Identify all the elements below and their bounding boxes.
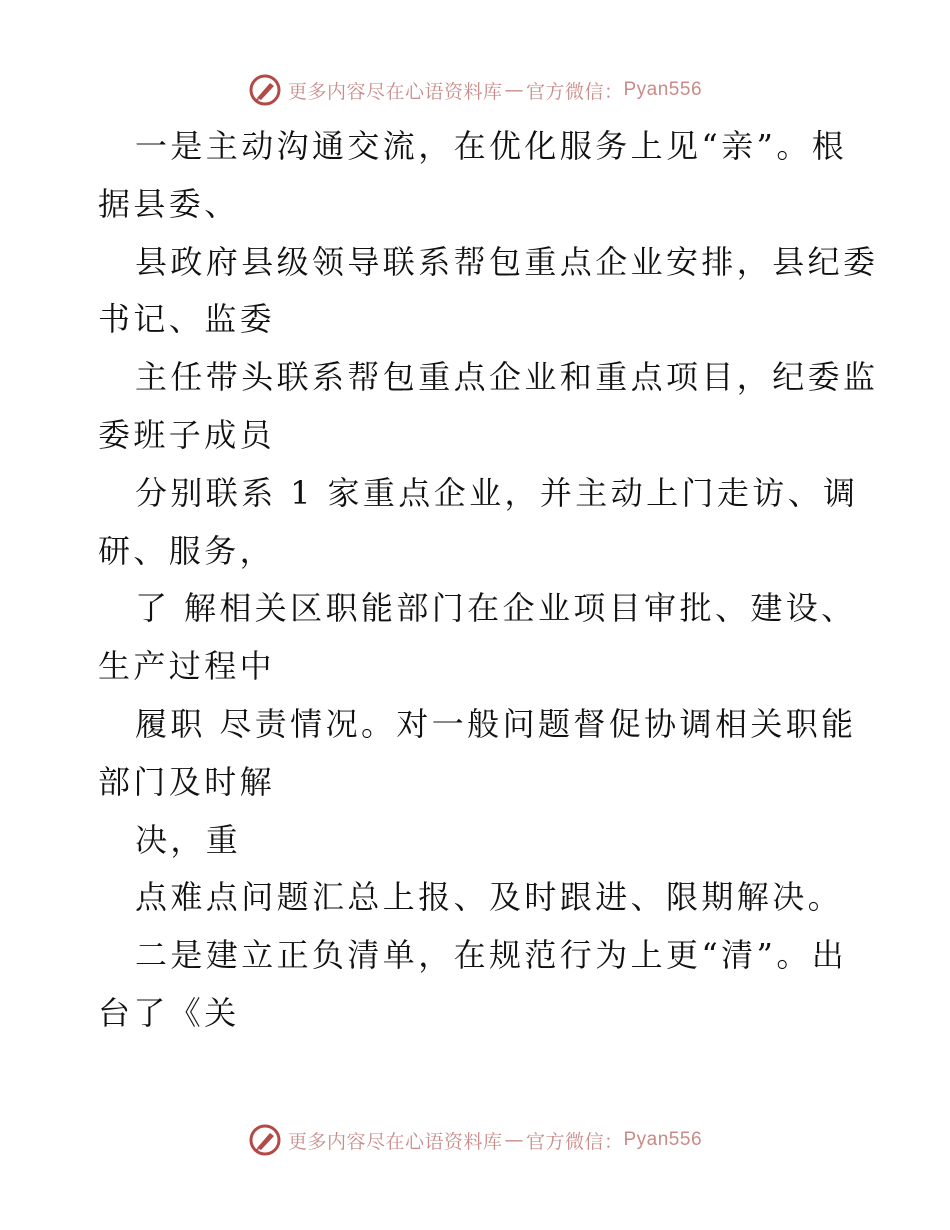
text-line: 了 解相关区职能部门在企业项目审批、建设、	[135, 589, 857, 628]
text-line: 生产过程中	[98, 647, 276, 686]
text-line: 县政府县级领导联系帮包重点企业安排，县纪委	[135, 242, 879, 281]
watermark-text: 更多内容尽在心语资料库	[287, 1130, 503, 1153]
page-header-watermark	[0, 72, 950, 108]
text-line: 台了《关	[98, 993, 240, 1032]
page-footer-watermark	[0, 1122, 950, 1158]
watermark-wechat-label: 官方微信：	[525, 80, 624, 103]
text-line: 点难点问题汇总上报、及时跟进、限期解决。	[135, 878, 844, 917]
watermark-wechat-id: Pyan556	[623, 1129, 703, 1150]
watermark-wechat-label: 官方微信：	[525, 1130, 624, 1153]
watermark-wechat-id: Pyan556	[623, 79, 703, 100]
watermark-dash: —	[504, 1129, 524, 1151]
text-line: 据县委、	[98, 184, 240, 223]
pen-logo-icon	[248, 73, 282, 107]
text-line: 决，重	[135, 820, 242, 859]
watermark-dash: —	[504, 79, 524, 101]
text-line: 二是建立正负清单，在规范行为上更“清”。出	[135, 936, 848, 975]
pen-logo-icon	[248, 1123, 282, 1157]
text-line: 一是主动沟通交流，在优化服务上见“亲”。根	[135, 127, 848, 165]
document-body	[98, 118, 879, 1043]
text-line: 委班子成员	[98, 415, 276, 454]
text-line: 书记、监委	[98, 300, 276, 339]
watermark-text: 更多内容尽在心语资料库	[287, 80, 503, 103]
text-line: 分别联系 1 家重点企业，并主动上门走访、调	[135, 473, 859, 512]
text-line: 主任带头联系帮包重点企业和重点项目，纪委监	[135, 358, 879, 397]
text-line: 部门及时解	[98, 762, 276, 801]
text-line: 研、服务，	[98, 531, 276, 570]
text-line: 履职 尽责情况。对一般问题督促协调相关职能	[135, 704, 857, 743]
